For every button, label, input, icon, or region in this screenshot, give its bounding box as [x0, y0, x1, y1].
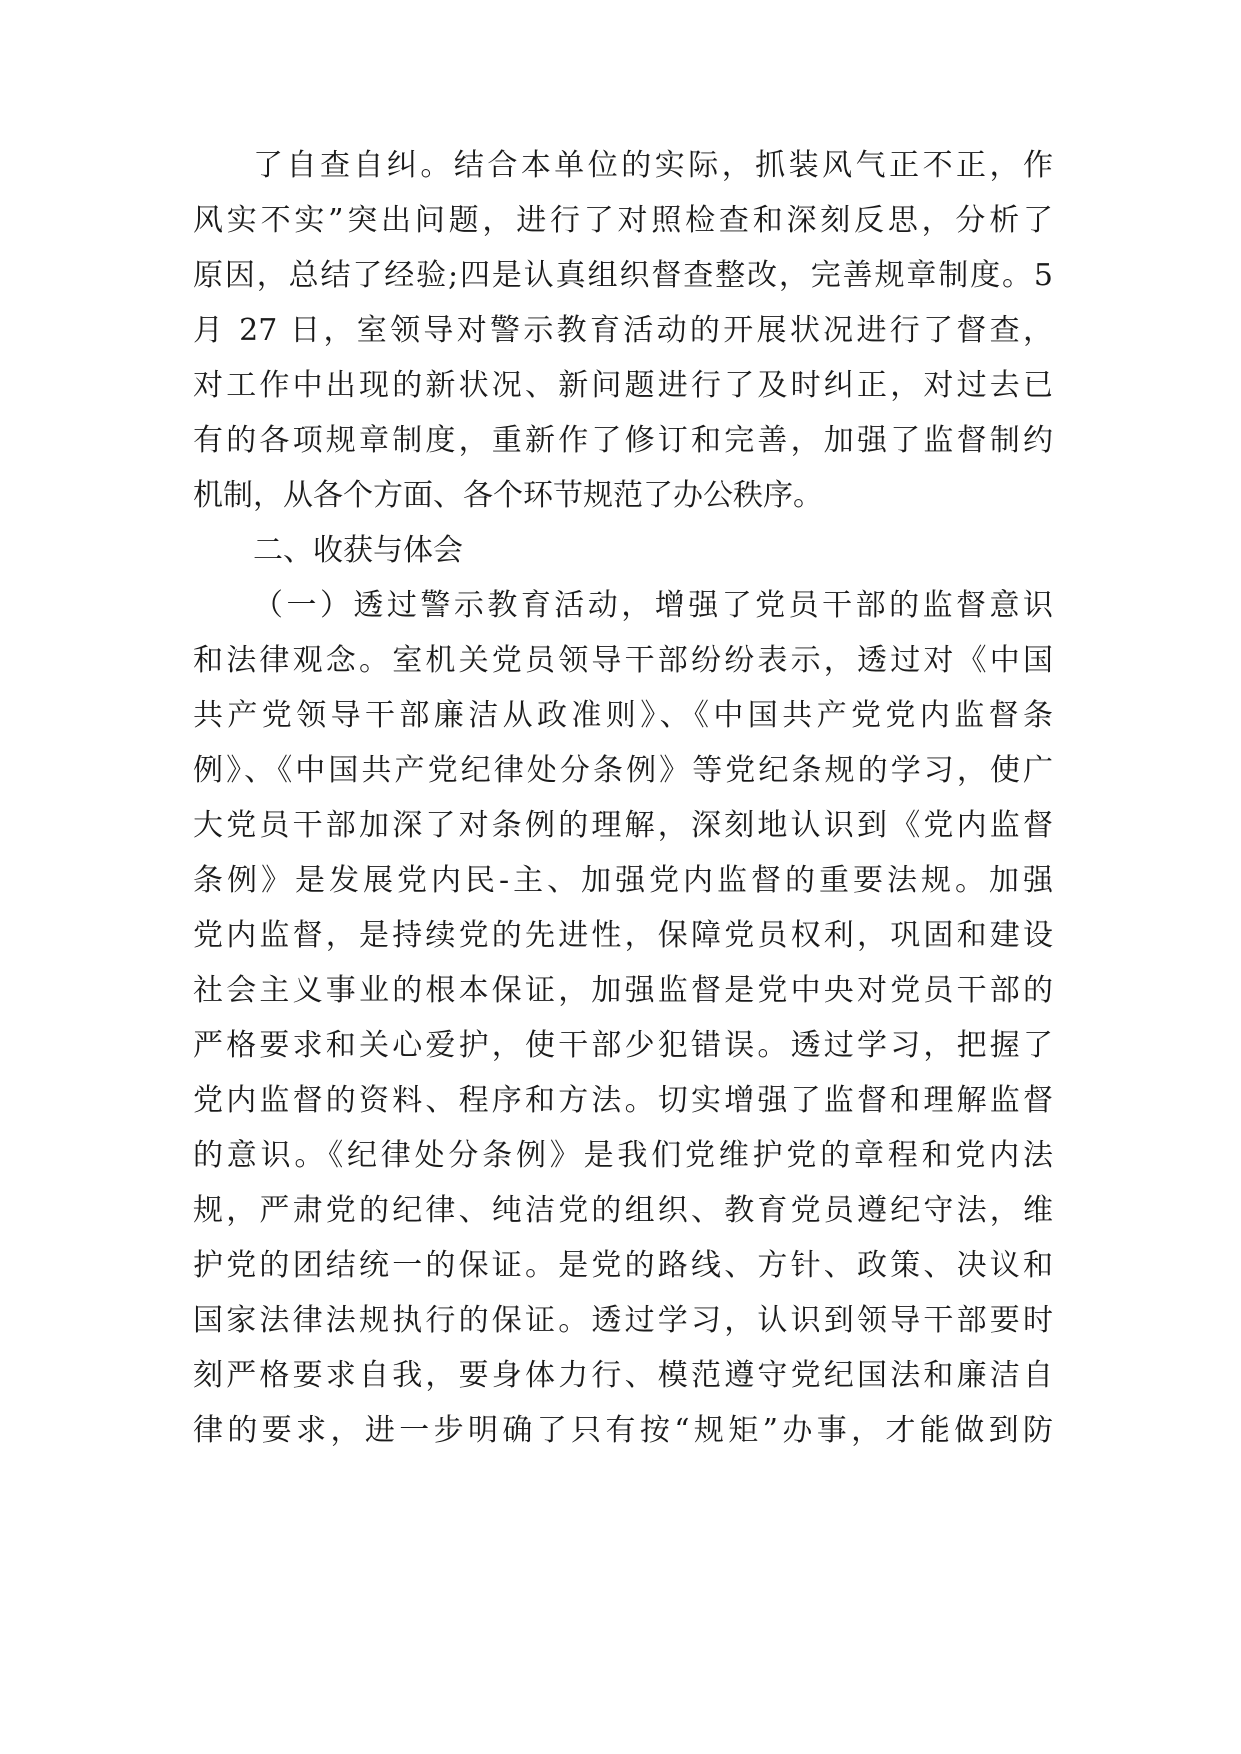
text-line: 社会主义事业的根本保证，加强监督是党中央对党员干部的 [193, 973, 1053, 1008]
text-line: 党内监督，是持续党的先进性，保障党员权利，巩固和建设 [193, 918, 1053, 953]
text-line: 机制，从各个方面、各个环节规范了办公秩序。 [193, 478, 823, 513]
text-line: 的意识。《纪律处分条例》是我们党维护党的章程和党内法 [193, 1138, 1053, 1173]
text-line: 风实不实”突出问题，进行了对照检查和深刻反思，分析了 [193, 203, 1053, 238]
text-line: 刻严格要求自我，要身体力行、模范遵守党纪国法和廉洁自 [193, 1358, 1053, 1393]
text-line: 严格要求和关心爱护，使干部少犯错误。透过学习，把握了 [193, 1028, 1053, 1063]
text-line: 了自查自纠。结合本单位的实际，抓装风气正不正，作 [253, 148, 1053, 183]
text-line: 护党的团结统一的保证。是党的路线、方针、政策、决议和 [193, 1248, 1053, 1283]
text-line: 月 27 日，室领导对警示教育活动的开展状况进行了督查， [193, 313, 1053, 348]
text-line: 有的各项规章制度，重新作了修订和完善，加强了监督制约 [193, 423, 1053, 458]
text-line: 律的要求，进一步明确了只有按“规矩”办事，才能做到防 [193, 1413, 1053, 1448]
text-line: 和法律观念。室机关党员领导干部纷纷表示，透过对《中国 [193, 643, 1053, 678]
text-line: 共产党领导干部廉洁从政准则》、《中国共产党党内监督条 [193, 698, 1053, 733]
section-heading: 二、收获与体会 [253, 533, 463, 568]
text-line: （一）透过警示教育活动，增强了党员干部的监督意识 [253, 588, 1053, 623]
text-line: 条例》是发展党内民-主、加强党内监督的重要法规。加强 [193, 863, 1053, 898]
text-line: 大党员干部加深了对条例的理解，深刻地认识到《党内监督 [193, 808, 1053, 843]
text-line: 党内监督的资料、程序和方法。切实增强了监督和理解监督 [193, 1083, 1053, 1118]
text-line: 规，严肃党的纪律、纯洁党的组织、教育党员遵纪守法，维 [193, 1193, 1053, 1228]
text-line: 国家法律法规执行的保证。透过学习，认识到领导干部要时 [193, 1303, 1053, 1338]
text-line: 对工作中出现的新状况、新问题进行了及时纠正，对过去已 [193, 368, 1053, 403]
text-line: 例》、《中国共产党纪律处分条例》等党纪条规的学习，使广 [193, 753, 1053, 788]
text-line: 原因，总结了经验;四是认真组织督查整改，完善规章制度。5 [193, 258, 1053, 293]
